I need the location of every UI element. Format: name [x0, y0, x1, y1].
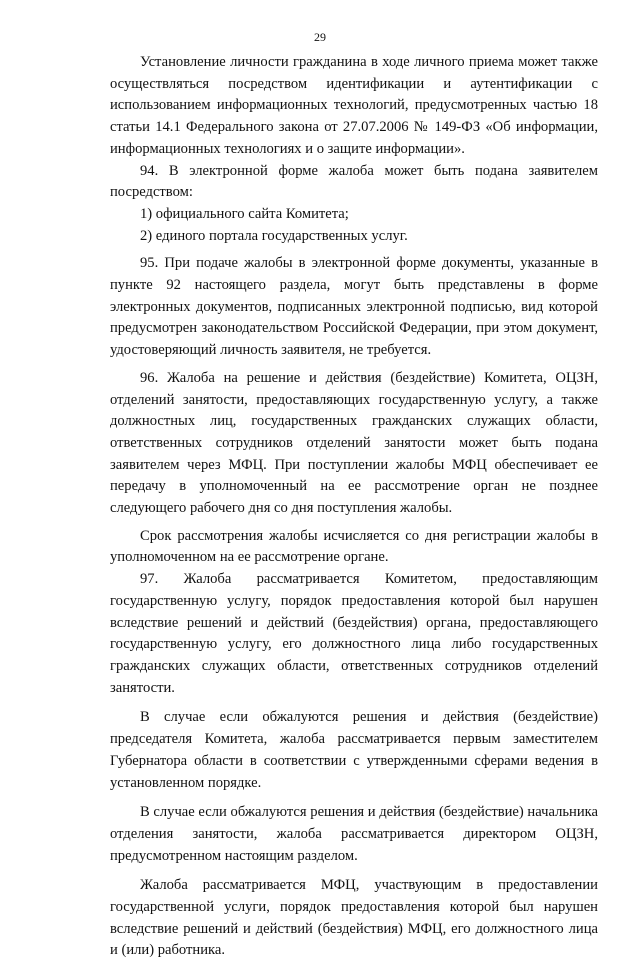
list-item-official-site: 1) официального сайта Комитета; — [140, 205, 349, 222]
paragraph-identification: Установление личности гражданина в ходе личного приема может также осуществляться посредством идентификации и аутентификации с использованием информационных технологий, предусмотренных частью 18 статьи 14.1 Федерального закона от 27.07.2006 № 149-ФЗ «Об информации, информационных технологиях и о защите информации». — [110, 54, 598, 157]
paragraph-office-head: В случае если обжалуются решения и действия (бездействие) начальника отделения занятости, жалоба рассматривается директором ОЦЗН, предусмотренном настоящим разделом. — [110, 804, 598, 864]
paragraph-97: 97. Жалоба рассматривается Комитетом, предоставляющим государственную услугу, порядок предоставления которой был нарушен вследствие решений и действий (бездействия) органа, предоставляющего государственную услугу, его должностного лица либо государственных гражданских служащих области, ответственных сотрудников отделений занятости. — [110, 571, 598, 696]
paragraph-mfc: Жалоба рассматривается МФЦ, участвующим в предоставлении государственной услуги, порядок предоставления которой был нарушен вследствие решений и действий (бездействия) МФЦ, его должностного лица и (или) работника. — [110, 877, 598, 959]
paragraph-96: 96. Жалоба на решение и действия (бездействие) Комитета, ОЦЗН, отделений занятости, предоставляющих государственную услугу, а также должностных лиц, государственных гражданских служащих области, ответственных сотрудников отделений занятости может быть подана заявителем через МФЦ. При поступлении жалобы МФЦ обеспечивает ее передачу в уполномоченный на ее рассмотрение орган не позднее следующего рабочего дня со дня поступления жалобы. — [110, 369, 598, 517]
document-body — [110, 52, 598, 962]
paragraph-94: 94. В электронной форме жалоба может быть подана заявителем посредством: — [110, 162, 598, 201]
list-item-unified-portal: 2) единого портала государственных услуг. — [140, 227, 408, 244]
page-number: 29 — [314, 30, 326, 44]
paragraph-95: 95. При подаче жалобы в электронной форме документы, указанные в пункте 92 настоящего раздела, могут быть представлены в форме электронных документов, подписанных электронной подписью, вид которой предусмотрен законодательством Российской Федерации, при этом документ, удостоверяющий личность заявителя, не требуется. — [110, 255, 598, 359]
paragraph-committee-chairman: В случае если обжалуются решения и действия (бездействие) председателя Комитета, жалоба рассматривается первым заместителем Губернатора области в соответствии с утвержденными сферами ведения в установленном порядке. — [110, 709, 598, 791]
paragraph-review-term: Срок рассмотрения жалобы исчисляется со дня регистрации жалобы в уполномоченном на ее рассмотрение органе. — [110, 527, 598, 566]
